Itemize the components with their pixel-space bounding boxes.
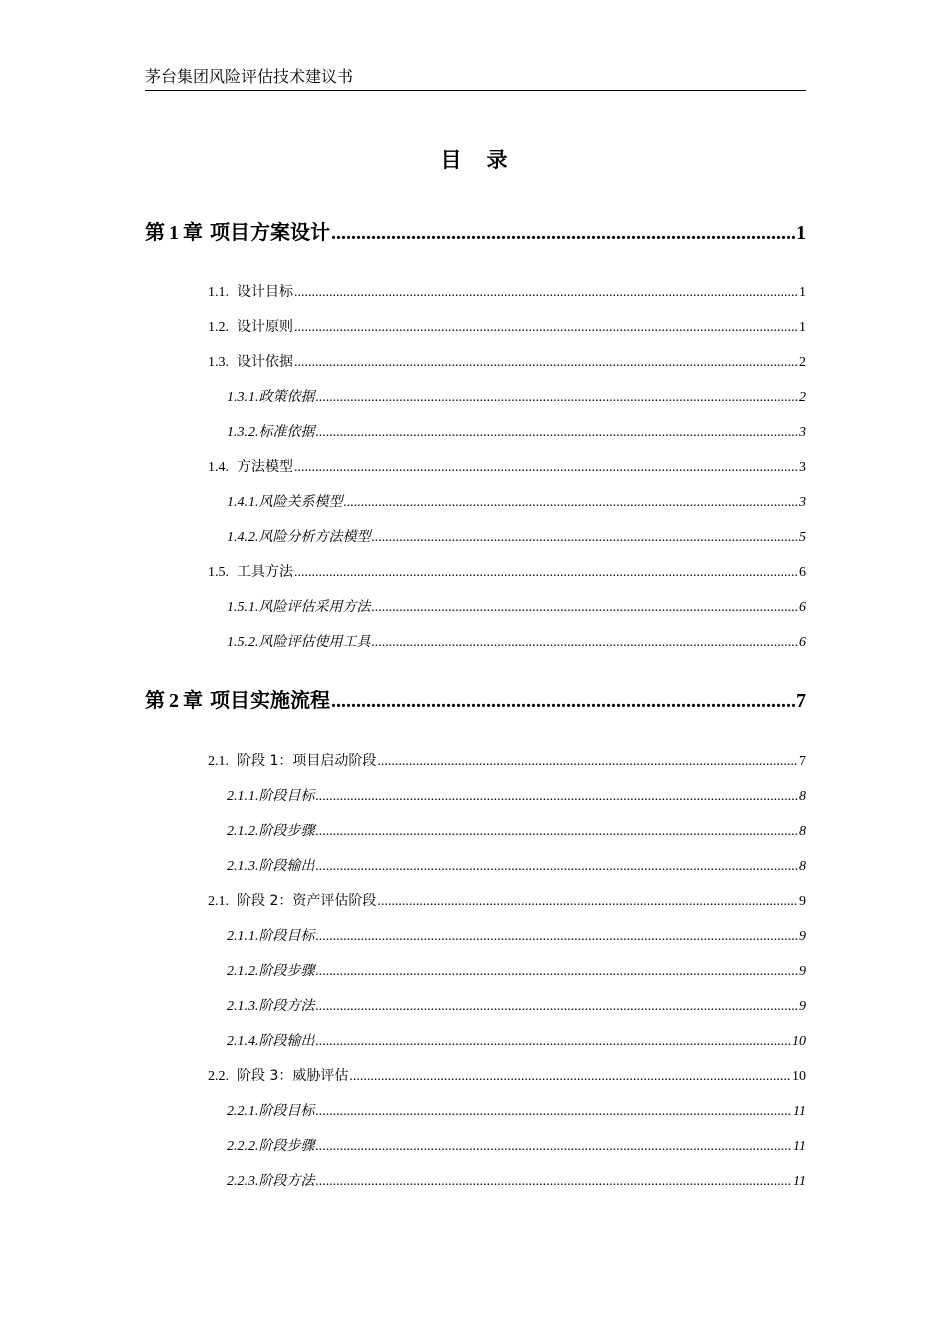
- toc-subsection-label: 阶段方法: [258, 998, 315, 1014]
- dot-leader: [372, 596, 799, 619]
- toc-section-number: 1.1.: [208, 285, 229, 300]
- toc-subsection-entry[interactable]: [227, 960, 806, 982]
- toc-page-number: 1: [796, 222, 806, 244]
- toc-subsection-entry[interactable]: [227, 386, 806, 408]
- toc-subsection-number: 1.3.1.: [227, 390, 259, 405]
- dot-leader: [316, 925, 799, 948]
- toc-subsection-label: 风险关系模型: [258, 494, 343, 510]
- toc-section-label: 方法模型: [237, 459, 293, 475]
- toc-subsection-label: 阶段步骤: [258, 823, 315, 839]
- toc-section-entry[interactable]: [208, 750, 806, 772]
- toc-subsection-label: 风险评估采用方法: [258, 599, 371, 615]
- dot-leader: [316, 386, 799, 409]
- toc-subsection-label: 阶段目标: [258, 788, 315, 804]
- dot-leader: [344, 491, 799, 514]
- toc-page-number: 6: [799, 635, 806, 650]
- toc-subsection-entry[interactable]: [227, 855, 806, 877]
- dot-leader: [316, 1030, 792, 1053]
- dot-leader: [316, 1135, 793, 1158]
- toc-section-number: 2.1.: [208, 894, 229, 909]
- toc-subsection-entry[interactable]: [227, 491, 806, 513]
- toc-subsection-number: 2.2.3.: [227, 1174, 259, 1189]
- dot-leader: [294, 561, 798, 584]
- toc-page-number: 5: [799, 530, 806, 545]
- toc-subsection-label: 阶段目标: [258, 928, 315, 944]
- toc-page-number: 9: [799, 929, 806, 944]
- toc-subsection-number: 2.2.2.: [227, 1139, 259, 1154]
- toc-page-number: 8: [799, 789, 806, 804]
- toc-subsection-number: 1.4.2.: [227, 530, 259, 545]
- toc-page-number: 11: [793, 1139, 806, 1154]
- toc-section-label: 工具方法: [237, 564, 293, 580]
- toc-title: 目 录: [440, 148, 510, 172]
- toc-subsection-number: 2.1.2.: [227, 824, 259, 839]
- toc-subsection-entry[interactable]: [227, 631, 806, 653]
- toc-section-label: 设计目标: [237, 284, 293, 300]
- toc-subsection-label: 风险评估使用工具: [258, 634, 371, 650]
- dot-leader: [316, 1100, 793, 1123]
- dot-leader: [316, 855, 799, 878]
- toc-subsection-entry[interactable]: [227, 1030, 806, 1052]
- toc-chapter-entry[interactable]: [145, 217, 806, 247]
- dot-leader: [331, 685, 795, 716]
- toc-chapter-label: 章 项目实施流程: [183, 688, 330, 712]
- toc-page-number: 9: [799, 999, 806, 1014]
- toc-page-number: 10: [792, 1069, 806, 1084]
- toc-page-number: 7: [799, 754, 806, 769]
- toc-page-number: 8: [799, 824, 806, 839]
- dot-leader: [377, 890, 798, 913]
- toc-page-number: 9: [799, 964, 806, 979]
- toc-subsection-label: 政策依据: [258, 389, 315, 405]
- toc-subsection-number: 2.1.2.: [227, 964, 259, 979]
- toc-page-number: 10: [792, 1034, 806, 1049]
- toc-subsection-number: 1.3.2.: [227, 425, 259, 440]
- toc-section-number: 1.4.: [208, 460, 229, 475]
- toc-subsection-entry[interactable]: [227, 925, 806, 947]
- dot-leader: [294, 316, 798, 339]
- toc-section-label: 设计原则: [237, 319, 293, 335]
- toc-subsection-number: 2.1.1.: [227, 789, 259, 804]
- dot-leader: [294, 281, 798, 304]
- dot-leader: [316, 820, 799, 843]
- toc-subsection-label: 阶段输出: [258, 1033, 315, 1049]
- toc-page-number: 9: [799, 894, 806, 909]
- dot-leader: [294, 456, 798, 479]
- toc-subsection-entry[interactable]: [227, 526, 806, 548]
- toc-section-number: 2.2.: [208, 1069, 229, 1084]
- dot-leader: [316, 995, 799, 1018]
- dot-leader: [349, 1065, 791, 1088]
- toc-page-number: 6: [799, 600, 806, 615]
- toc-subsection-number: 1.4.1.: [227, 495, 259, 510]
- toc-section-entry[interactable]: [208, 561, 806, 583]
- toc-chapter-prefix: 第: [145, 220, 165, 244]
- dot-leader: [372, 526, 799, 549]
- toc-subsection-label: 风险分析方法模型: [258, 529, 371, 545]
- toc-subsection-entry[interactable]: [227, 596, 806, 618]
- dot-leader: [316, 1170, 793, 1193]
- toc-page-number: 11: [793, 1104, 806, 1119]
- toc-section-number: 1.5.: [208, 565, 229, 580]
- toc-subsection-number: 1.5.2.: [227, 635, 259, 650]
- toc-section-entry[interactable]: [208, 890, 806, 912]
- toc-subsection-label: 标准依据: [258, 424, 315, 440]
- toc-subsection-label: 阶段步骤: [258, 1138, 315, 1154]
- toc-page-number: 1: [799, 285, 806, 300]
- toc-chapter-number: 1: [169, 222, 179, 244]
- dot-leader: [316, 421, 799, 444]
- toc-page-number: 6: [799, 565, 806, 580]
- toc-section-entry[interactable]: [208, 1065, 806, 1087]
- toc-subsection-number: 2.1.3.: [227, 999, 259, 1014]
- toc-subsection-entry[interactable]: [227, 785, 806, 807]
- dot-leader: [377, 750, 798, 773]
- toc-section-number: 1.2.: [208, 320, 229, 335]
- toc-page-number: 7: [796, 690, 806, 712]
- toc-section-label: 设计依据: [237, 354, 293, 370]
- header-title: 茅台集团风险评估技术建议书: [145, 67, 354, 86]
- toc-section-entry[interactable]: [208, 281, 806, 303]
- toc-subsection-label: 阶段步骤: [258, 963, 315, 979]
- toc-subsection-number: 2.1.3.: [227, 859, 259, 874]
- toc-subsection-number: 2.1.4.: [227, 1034, 259, 1049]
- dot-leader: [316, 960, 799, 983]
- toc-chapter-prefix: 第: [145, 688, 165, 712]
- toc-subsection-label: 阶段目标: [258, 1103, 315, 1119]
- toc-page-number: 3: [799, 425, 806, 440]
- toc-page-number: 11: [793, 1174, 806, 1189]
- toc-page-number: 2: [799, 390, 806, 405]
- toc-subsection-label: 阶段输出: [258, 858, 315, 874]
- toc-chapter-number: 2: [169, 690, 179, 712]
- toc-section-number: 1.3.: [208, 355, 229, 370]
- toc-subsection-number: 2.2.1.: [227, 1104, 259, 1119]
- toc-page-number: 3: [799, 460, 806, 475]
- toc-page-number: 2: [799, 355, 806, 370]
- toc-subsection-number: 2.1.1.: [227, 929, 259, 944]
- toc-section-entry[interactable]: [208, 316, 806, 338]
- toc-section-number: 2.1.: [208, 754, 229, 769]
- toc-section-entry[interactable]: [208, 456, 806, 478]
- dot-leader: [294, 351, 798, 374]
- dot-leader: [331, 217, 795, 248]
- toc-subsection-entry[interactable]: [227, 820, 806, 842]
- toc-subsection-entry[interactable]: [227, 995, 806, 1017]
- toc-page-number: 1: [799, 320, 806, 335]
- toc-subsection-entry[interactable]: [227, 1135, 806, 1157]
- toc-section-label: 阶段 3：威胁评估: [237, 1068, 349, 1084]
- toc-section-label: 阶段 2：资产评估阶段: [237, 893, 377, 909]
- toc-page-number: 3: [799, 495, 806, 510]
- toc-subsection-entry[interactable]: [227, 1100, 806, 1122]
- toc-chapter-label: 章 项目方案设计: [183, 220, 330, 244]
- toc-subsection-entry[interactable]: [227, 1170, 806, 1192]
- toc-section-label: 阶段 1：项目启动阶段: [237, 753, 377, 769]
- dot-leader: [372, 631, 799, 654]
- toc-chapter-entry[interactable]: [145, 685, 806, 715]
- toc-section-entry[interactable]: [208, 351, 806, 373]
- toc-page-number: 8: [799, 859, 806, 874]
- dot-leader: [316, 785, 799, 808]
- toc-subsection-entry[interactable]: [227, 421, 806, 443]
- toc-subsection-number: 1.5.1.: [227, 600, 259, 615]
- toc-subsection-label: 阶段方法: [258, 1173, 315, 1189]
